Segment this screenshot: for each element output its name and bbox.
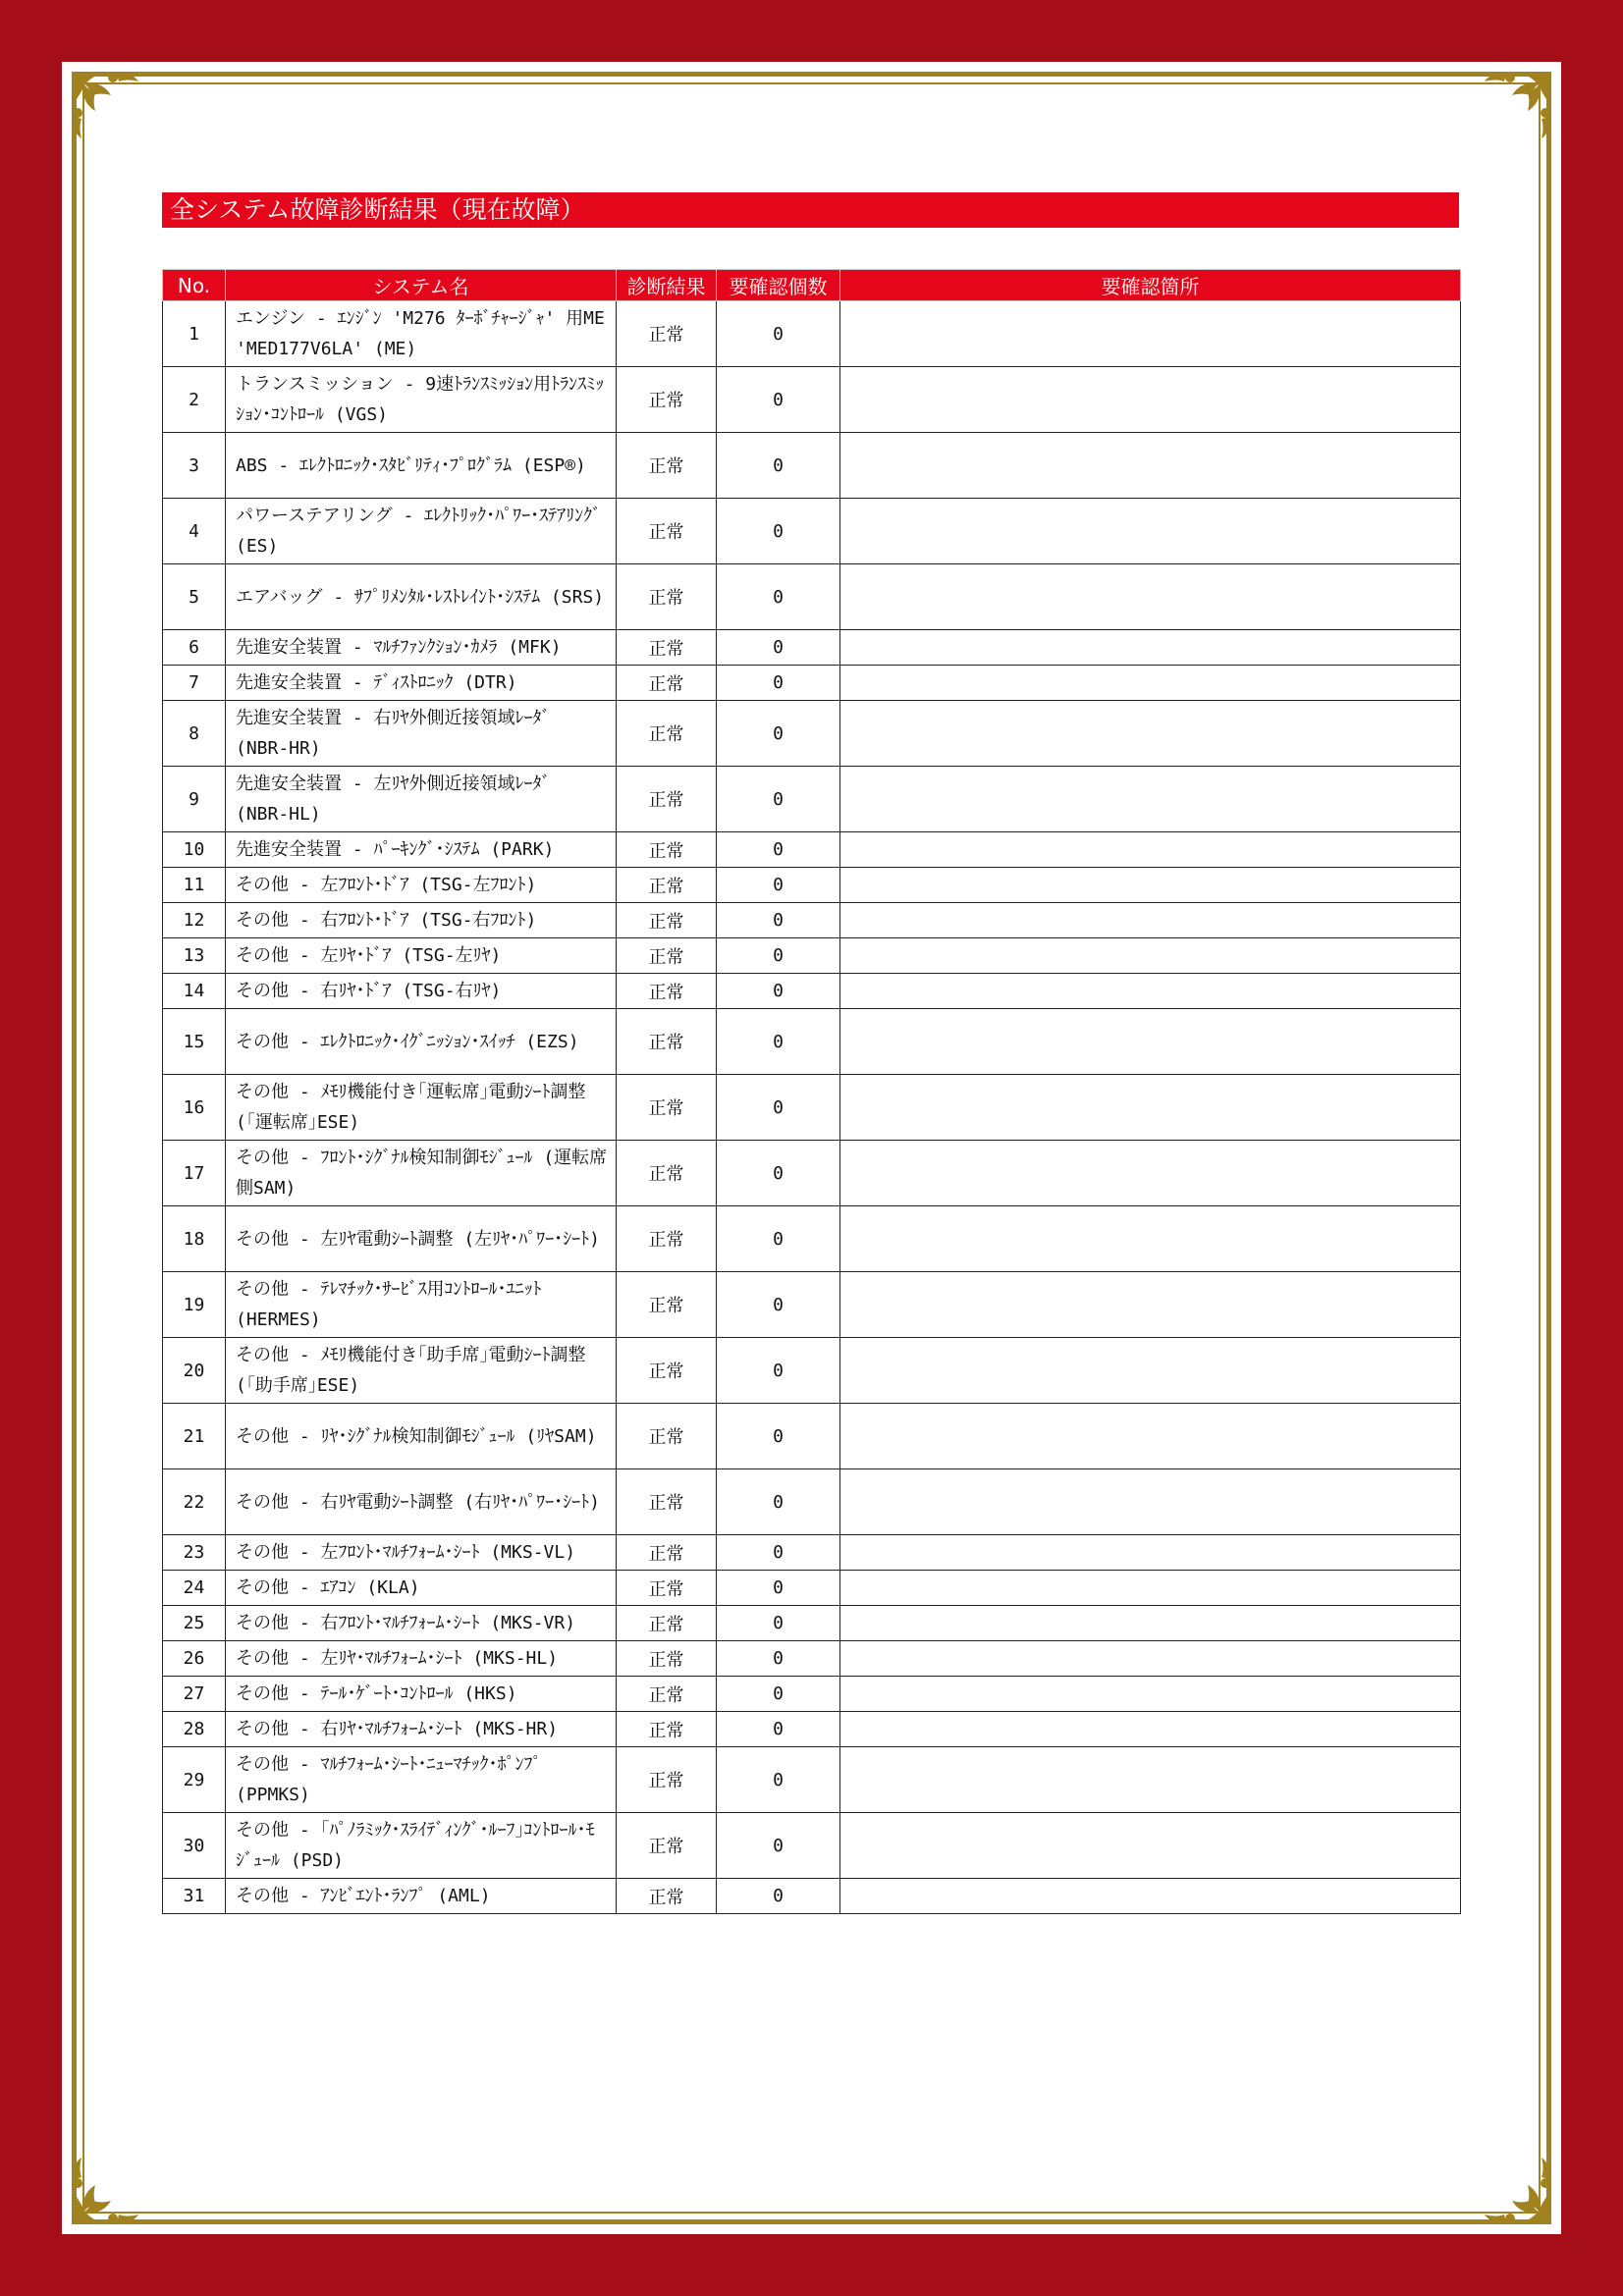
check-location: [840, 1879, 1461, 1914]
table-body: [163, 301, 1461, 1914]
table-row: [163, 564, 1461, 630]
diagnosis-result: 正常: [617, 499, 717, 564]
diagnosis-result: 正常: [617, 1747, 717, 1813]
diagnosis-result: 正常: [617, 564, 717, 630]
table-row: [163, 767, 1461, 832]
check-count: 0: [717, 974, 840, 1009]
system-name: 先進安全装置 - 右ﾘﾔ外側近接領域ﾚｰﾀﾞ (NBR-HR): [226, 701, 617, 767]
system-name: その他 - 左ﾘﾔ電動ｼｰﾄ調整 (左ﾘﾔ･ﾊﾟﾜｰ･ｼｰﾄ): [226, 1206, 617, 1272]
check-count: 0: [717, 701, 840, 767]
table-row: [163, 1747, 1461, 1813]
system-name: その他 - ﾌﾛﾝﾄ･ｼｸﾞﾅﾙ検知制御ﾓｼﾞｭｰﾙ (運転席側SAM): [226, 1141, 617, 1206]
table-row: [163, 1404, 1461, 1469]
diagnosis-result: 正常: [617, 1712, 717, 1747]
system-name: その他 - ﾒﾓﾘ機能付き｢助手席｣電動ｼｰﾄ調整 (｢助手席｣ESE): [226, 1338, 617, 1404]
check-count: 0: [717, 301, 840, 367]
system-name: その他 - ﾘﾔ･ｼｸﾞﾅﾙ検知制御ﾓｼﾞｭｰﾙ (ﾘﾔSAM): [226, 1404, 617, 1469]
check-count: 0: [717, 630, 840, 666]
header-no: No.: [163, 270, 226, 301]
check-location: [840, 832, 1461, 868]
table-row: [163, 1677, 1461, 1712]
check-count: 0: [717, 1272, 840, 1338]
diagnosis-result: 正常: [617, 1272, 717, 1338]
table-row: [163, 367, 1461, 433]
diagnosis-result: 正常: [617, 1141, 717, 1206]
check-location: [840, 666, 1461, 701]
check-location: [840, 564, 1461, 630]
check-count: 0: [717, 564, 840, 630]
check-location: [840, 767, 1461, 832]
check-location: [840, 367, 1461, 433]
check-location: [840, 1813, 1461, 1879]
table-row: [163, 1338, 1461, 1404]
row-number: 30: [163, 1813, 226, 1879]
system-name: その他 - 左ﾘﾔ･ﾏﾙﾁﾌｫｰﾑ･ｼｰﾄ (MKS-HL): [226, 1641, 617, 1677]
diagnosis-result: 正常: [617, 974, 717, 1009]
check-location: [840, 938, 1461, 974]
row-number: 4: [163, 499, 226, 564]
diagnosis-result: 正常: [617, 1606, 717, 1641]
row-number: 23: [163, 1535, 226, 1571]
check-location: [840, 1606, 1461, 1641]
row-number: 11: [163, 868, 226, 903]
check-count: 0: [717, 1009, 840, 1075]
section-title: 全システム故障診断結果（現在故障）: [162, 192, 1459, 228]
system-name: 先進安全装置 - ﾃﾞｨｽﾄﾛﾆｯｸ (DTR): [226, 666, 617, 701]
row-number: 14: [163, 974, 226, 1009]
system-name: その他 - 右ﾌﾛﾝﾄ･ﾄﾞｱ (TSG-右ﾌﾛﾝﾄ): [226, 903, 617, 938]
diagnosis-result: 正常: [617, 367, 717, 433]
check-count: 0: [717, 1641, 840, 1677]
row-number: 26: [163, 1641, 226, 1677]
check-count: 0: [717, 666, 840, 701]
check-count: 0: [717, 903, 840, 938]
system-name: 先進安全装置 - 左ﾘﾔ外側近接領域ﾚｰﾀﾞ (NBR-HL): [226, 767, 617, 832]
table-row: [163, 630, 1461, 666]
row-number: 9: [163, 767, 226, 832]
table-row: [163, 1641, 1461, 1677]
system-name: その他 - ﾒﾓﾘ機能付き｢運転席｣電動ｼｰﾄ調整 (｢運転席｣ESE): [226, 1075, 617, 1141]
system-name: エアバッグ - ｻﾌﾟﾘﾒﾝﾀﾙ･ﾚｽﾄﾚｲﾝﾄ･ｼｽﾃﾑ (SRS): [226, 564, 617, 630]
check-count: 0: [717, 868, 840, 903]
diagnosis-result: 正常: [617, 1338, 717, 1404]
check-location: [840, 1075, 1461, 1141]
check-count: 0: [717, 767, 840, 832]
table-row: [163, 1712, 1461, 1747]
check-count: 0: [717, 1206, 840, 1272]
row-number: 18: [163, 1206, 226, 1272]
system-name: その他 - ﾃﾚﾏﾁｯｸ･ｻｰﾋﾞｽ用ｺﾝﾄﾛｰﾙ･ﾕﾆｯﾄ (HERMES): [226, 1272, 617, 1338]
table-header-row: [163, 270, 1461, 301]
diagnosis-result: 正常: [617, 1535, 717, 1571]
table-row: [163, 1206, 1461, 1272]
check-location: [840, 1535, 1461, 1571]
system-name: ABS - ｴﾚｸﾄﾛﾆｯｸ･ｽﾀﾋﾞﾘﾃｨ･ﾌﾟﾛｸﾞﾗﾑ (ESP®): [226, 433, 617, 499]
table-row: [163, 1813, 1461, 1879]
check-location: [840, 1571, 1461, 1606]
check-count: 0: [717, 832, 840, 868]
diagnosis-result: 正常: [617, 1404, 717, 1469]
row-number: 10: [163, 832, 226, 868]
check-location: [840, 974, 1461, 1009]
system-name: その他 - ｴｱｺﾝ (KLA): [226, 1571, 617, 1606]
system-name: その他 - ｱﾝﾋﾞｴﾝﾄ･ﾗﾝﾌﾟ (AML): [226, 1879, 617, 1914]
diagnosis-result: 正常: [617, 1879, 717, 1914]
check-count: 0: [717, 1712, 840, 1747]
diagnosis-result: 正常: [617, 1677, 717, 1712]
check-count: 0: [717, 1404, 840, 1469]
system-name: その他 - 右ﾘﾔ･ﾏﾙﾁﾌｫｰﾑ･ｼｰﾄ (MKS-HR): [226, 1712, 617, 1747]
check-location: [840, 1641, 1461, 1677]
check-count: 0: [717, 1571, 840, 1606]
row-number: 19: [163, 1272, 226, 1338]
table-row: [163, 301, 1461, 367]
check-count: 0: [717, 1535, 840, 1571]
diagnosis-result: 正常: [617, 701, 717, 767]
diagnosis-result: 正常: [617, 938, 717, 974]
check-location: [840, 1141, 1461, 1206]
table-row: [163, 938, 1461, 974]
corner-ornament-icon: [1473, 66, 1557, 150]
row-number: 2: [163, 367, 226, 433]
check-count: 0: [717, 1141, 840, 1206]
check-location: [840, 301, 1461, 367]
system-name: その他 - 右ﾌﾛﾝﾄ･ﾏﾙﾁﾌｫｰﾑ･ｼｰﾄ (MKS-VR): [226, 1606, 617, 1641]
table-row: [163, 666, 1461, 701]
row-number: 28: [163, 1712, 226, 1747]
diagnosis-result: 正常: [617, 767, 717, 832]
table-row: [163, 1535, 1461, 1571]
header-count: 要確認個数: [717, 270, 840, 301]
row-number: 17: [163, 1141, 226, 1206]
diagnosis-result: 正常: [617, 832, 717, 868]
check-location: [840, 1009, 1461, 1075]
row-number: 31: [163, 1879, 226, 1914]
system-name: その他 - 左ﾘﾔ･ﾄﾞｱ (TSG-左ﾘﾔ): [226, 938, 617, 974]
table-row: [163, 1272, 1461, 1338]
diagnosis-result: 正常: [617, 1571, 717, 1606]
check-count: 0: [717, 433, 840, 499]
check-count: 0: [717, 1338, 840, 1404]
header-system-name: システム名: [226, 270, 617, 301]
diagnosis-result: 正常: [617, 630, 717, 666]
check-location: [840, 630, 1461, 666]
system-name: 先進安全装置 - ﾊﾟｰｷﾝｸﾞ･ｼｽﾃﾑ (PARK): [226, 832, 617, 868]
check-location: [840, 1712, 1461, 1747]
table-row: [163, 499, 1461, 564]
check-location: [840, 868, 1461, 903]
diagnosis-result: 正常: [617, 1206, 717, 1272]
corner-ornament-icon: [66, 66, 150, 150]
table-row: [163, 701, 1461, 767]
table-row: [163, 1571, 1461, 1606]
diagnosis-result: 正常: [617, 1813, 717, 1879]
check-count: 0: [717, 1813, 840, 1879]
table-row: [163, 832, 1461, 868]
table-row: [163, 1879, 1461, 1914]
check-count: 0: [717, 938, 840, 974]
diagnosis-result: 正常: [617, 1009, 717, 1075]
table-row: [163, 1075, 1461, 1141]
table-row: [163, 1469, 1461, 1535]
corner-ornament-icon: [1473, 2146, 1557, 2230]
row-number: 3: [163, 433, 226, 499]
system-name: その他 - ｴﾚｸﾄﾛﾆｯｸ･ｲｸﾞﾆｯｼｮﾝ･ｽｲｯﾁ (EZS): [226, 1009, 617, 1075]
system-name: その他 - 右ﾘﾔ電動ｼｰﾄ調整 (右ﾘﾔ･ﾊﾟﾜｰ･ｼｰﾄ): [226, 1469, 617, 1535]
check-location: [840, 1677, 1461, 1712]
check-count: 0: [717, 1606, 840, 1641]
header-location: 要確認箇所: [840, 270, 1461, 301]
row-number: 29: [163, 1747, 226, 1813]
system-name: その他 - ﾏﾙﾁﾌｫｰﾑ･ｼｰﾄ･ﾆｭｰﾏﾁｯｸ･ﾎﾟﾝﾌﾟ (PPMKS): [226, 1747, 617, 1813]
table-row: [163, 868, 1461, 903]
system-name: その他 - 左ﾌﾛﾝﾄ･ﾄﾞｱ (TSG-左ﾌﾛﾝﾄ): [226, 868, 617, 903]
check-location: [840, 1747, 1461, 1813]
row-number: 1: [163, 301, 226, 367]
row-number: 15: [163, 1009, 226, 1075]
check-location: [840, 1272, 1461, 1338]
diagnosis-result: 正常: [617, 1469, 717, 1535]
row-number: 7: [163, 666, 226, 701]
row-number: 16: [163, 1075, 226, 1141]
check-location: [840, 1404, 1461, 1469]
system-name: その他 - 右ﾘﾔ･ﾄﾞｱ (TSG-右ﾘﾔ): [226, 974, 617, 1009]
header-result: 診断結果: [617, 270, 717, 301]
diagnosis-result: 正常: [617, 868, 717, 903]
table-row: [163, 433, 1461, 499]
check-location: [840, 433, 1461, 499]
row-number: 21: [163, 1404, 226, 1469]
row-number: 8: [163, 701, 226, 767]
row-number: 27: [163, 1677, 226, 1712]
check-count: 0: [717, 1075, 840, 1141]
check-location: [840, 903, 1461, 938]
diagnosis-result: 正常: [617, 301, 717, 367]
row-number: 13: [163, 938, 226, 974]
corner-ornament-icon: [66, 2146, 150, 2230]
system-name: その他 - ｢ﾊﾟﾉﾗﾐｯｸ･ｽﾗｲﾃﾞｨﾝｸﾞ･ﾙｰﾌ｣ｺﾝﾄﾛｰﾙ･ﾓｼﾞｭｰﾙ (PSD): [226, 1813, 617, 1879]
report-page: [62, 62, 1561, 2234]
system-name: エンジン - ｴﾝｼﾞﾝ 'M276 ﾀｰﾎﾞﾁｬｰｼﾞｬ' 用ME 'MED177V6LA' (ME): [226, 301, 617, 367]
check-count: 0: [717, 499, 840, 564]
system-name: トランスミッション - 9速ﾄﾗﾝｽﾐｯｼｮﾝ用ﾄﾗﾝｽﾐｯｼｮﾝ･ｺﾝﾄﾛｰﾙ (VGS): [226, 367, 617, 433]
check-count: 0: [717, 1879, 840, 1914]
diagnosis-table: [162, 269, 1461, 1914]
check-location: [840, 1338, 1461, 1404]
system-name: その他 - ﾃｰﾙ･ｹﾞｰﾄ･ｺﾝﾄﾛｰﾙ (HKS): [226, 1677, 617, 1712]
check-count: 0: [717, 367, 840, 433]
system-name: パワーステアリング - ｴﾚｸﾄﾘｯｸ･ﾊﾟﾜｰ･ｽﾃｱﾘﾝｸﾞ (ES): [226, 499, 617, 564]
diagnosis-result: 正常: [617, 1075, 717, 1141]
system-name: 先進安全装置 - ﾏﾙﾁﾌｧﾝｸｼｮﾝ･ｶﾒﾗ (MFK): [226, 630, 617, 666]
table-row: [163, 903, 1461, 938]
table-row: [163, 1009, 1461, 1075]
table-row: [163, 974, 1461, 1009]
row-number: 25: [163, 1606, 226, 1641]
check-location: [840, 701, 1461, 767]
check-location: [840, 499, 1461, 564]
check-count: 0: [717, 1677, 840, 1712]
diagnosis-result: 正常: [617, 666, 717, 701]
table-row: [163, 1141, 1461, 1206]
check-count: 0: [717, 1469, 840, 1535]
check-count: 0: [717, 1747, 840, 1813]
diagnosis-result: 正常: [617, 433, 717, 499]
diagnosis-result: 正常: [617, 903, 717, 938]
row-number: 24: [163, 1571, 226, 1606]
check-location: [840, 1206, 1461, 1272]
row-number: 5: [163, 564, 226, 630]
row-number: 20: [163, 1338, 226, 1404]
diagnosis-result: 正常: [617, 1641, 717, 1677]
row-number: 22: [163, 1469, 226, 1535]
row-number: 12: [163, 903, 226, 938]
system-name: その他 - 左ﾌﾛﾝﾄ･ﾏﾙﾁﾌｫｰﾑ･ｼｰﾄ (MKS-VL): [226, 1535, 617, 1571]
table-row: [163, 1606, 1461, 1641]
check-location: [840, 1469, 1461, 1535]
row-number: 6: [163, 630, 226, 666]
